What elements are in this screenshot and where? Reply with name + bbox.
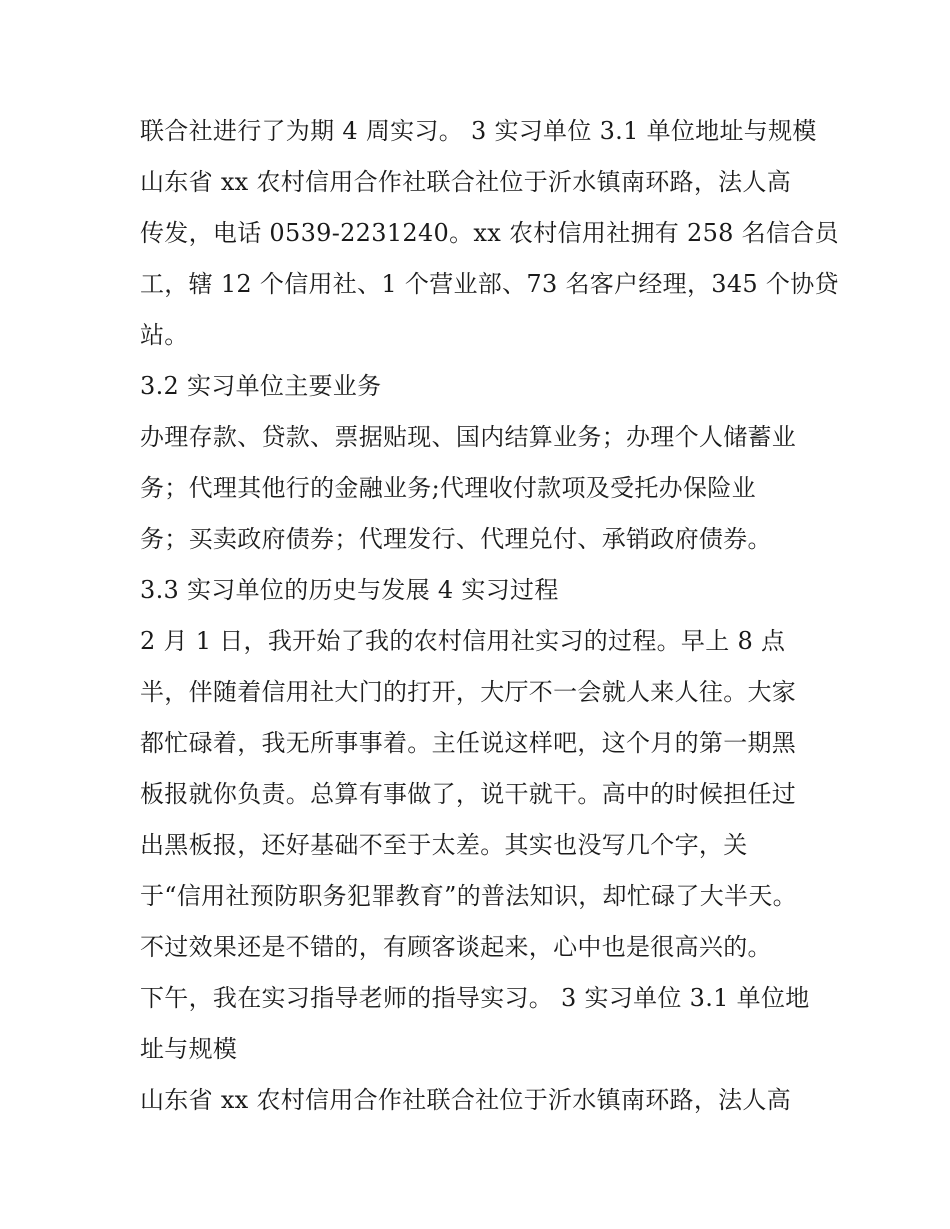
text-line: 山东省 xx 农村信用合作社联合社位于沂水镇南环路，法人高: [140, 168, 792, 196]
section-heading: 3.2 实习单位主要业务: [140, 372, 382, 400]
text-line: 址与规模: [140, 1035, 238, 1063]
text-line: 山东省 xx 农村信用合作社联合社位于沂水镇南环路，法人高: [140, 1086, 792, 1114]
text-line: 出黑板报，还好基础不至于太差。其实也没写几个字，关: [140, 831, 748, 859]
text-line: 半，伴随着信用社大门的打开，大厅不一会就人来人往。大家: [140, 678, 797, 706]
text-line: 工，辖 12 个信用社、1 个营业部、73 名客户经理，345 个协贷: [140, 270, 839, 298]
document-body: [140, 106, 839, 1126]
text-line: 都忙碌着，我无所事事着。主任说这样吧，这个月的第一期黑: [140, 729, 797, 757]
text-line: 2 月 1 日，我开始了我的农村信用社实习的过程。早上 8 点: [140, 627, 786, 655]
text-line: 联合社进行了为期 4 周实习。 3 实习单位 3.1 单位地址与规模: [140, 117, 817, 145]
text-line: 务；代理其他行的金融业务;代理收付款项及受托办保险业: [140, 474, 756, 502]
text-line: 不过效果还是不错的，有顾客谈起来，心中也是很高兴的。: [140, 933, 772, 961]
text-line: 下午，我在实习指导老师的指导实习。 3 实习单位 3.1 单位地: [140, 984, 810, 1012]
text-line: 办理存款、贷款、票据贴现、国内结算业务；办理个人储蓄业: [140, 423, 797, 451]
text-line: 板报就你负责。总算有事做了，说干就干。高中的时候担任过: [140, 780, 797, 808]
text-line: 务；买卖政府债券；代理发行、代理兑付、承销政府债券。: [140, 525, 772, 553]
text-line: 于“信用社预防职务犯罪教育”的普法知识，却忙碌了大半天。: [140, 882, 797, 910]
section-heading: 3.3 实习单位的历史与发展 4 实习过程: [140, 576, 559, 604]
text-line: 传发，电话 0539-2231240。xx 农村信用社拥有 258 名信合员: [140, 219, 839, 247]
text-line: 站。: [140, 321, 189, 349]
